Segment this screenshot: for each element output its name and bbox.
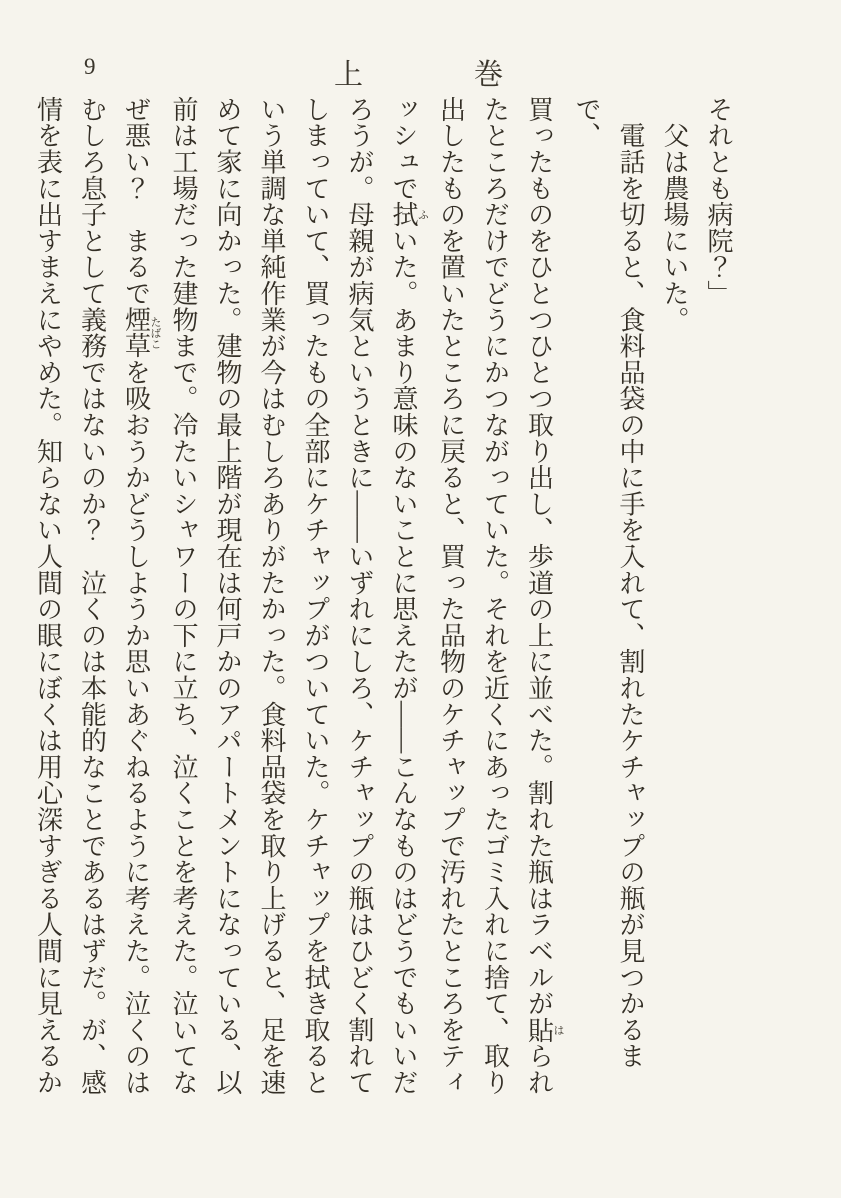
text-line: ろうが。母親が病気というときに――いずれにしろ、ケチャップの瓶はひどく割れて [345, 96, 374, 1096]
text-line: 電話を切ると、食料品袋の中に手を入れて、割れたケチャップの瓶が見つかるまで、 [572, 96, 645, 1070]
running-head-volume-char-1: 上 [334, 59, 364, 91]
text-line: 出したものを置いたところに戻ると、買った品物のケチャップで汚れたところをティ [436, 96, 466, 1096]
text-line: 父は農場にいた。 [660, 96, 689, 333]
running-head-volume-char-2: 巻 [474, 59, 504, 91]
text-line: ぜ悪い？ まるで煙草たばこを吸おうかどうしようか思いあぐねるように考えた。泣くのは [121, 96, 161, 1096]
text-line: むしろ息子として義務ではないのか？ 泣くのは本能的なことであるはずだ。が、感 [77, 96, 107, 1096]
text-line: たところだけでどうにかつながっていた。それを近くにあったゴミ入れに捨て、取り [480, 96, 510, 1096]
text-line: めて家に向かった。建物の最上階が現在は何戸かのアパートメントになっている、以 [213, 96, 242, 1096]
text-line: ッシュで拭ふいた。あまり意味のないことに思えたが――こんなものはどうでもいいだ [389, 96, 429, 1096]
text-line: それとも病院？」 [704, 96, 733, 307]
page-number: 9 [84, 54, 96, 79]
page-header [0, 0, 841, 95]
text-block [33, 96, 740, 1110]
text-line: 情を表に出すまえにやめた。知らない人間の眼にぼくは用心深すぎる人間に見えるか [33, 96, 63, 1096]
text-line: 前は工場だった建物まで。冷たいシャワーの下に立ち、泣くことを考えた。泣いてな [169, 96, 198, 1096]
text-line: いう単調な単純作業が今はむしろありがたかった。食料品袋を取り上げると、足を速 [257, 96, 286, 1096]
text-line: 買ったものをひとつひとつ取り出し、歩道の上に並べた。割れた瓶はラベルが貼はられ [524, 96, 564, 1096]
text-line: しまっていて、買ったもの全部にケチャップがついていた。ケチャップを拭き取ると [301, 96, 330, 1096]
